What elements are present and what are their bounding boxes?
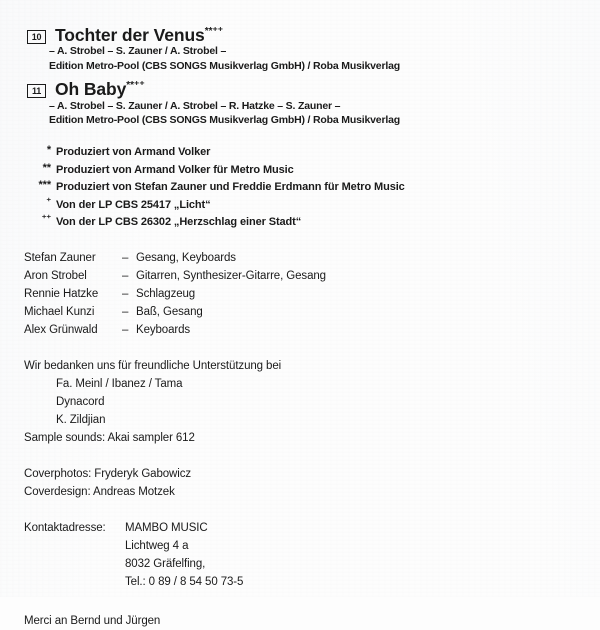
contact-label-spacer [24, 537, 125, 555]
track-entry [0, 80, 600, 128]
footnote-text: Produziert von Armand Volker [56, 146, 211, 159]
footnote-row [30, 197, 600, 214]
contact-company: MAMBO MUSIC [125, 521, 208, 534]
thanks-item: Fa. Meinl / Ibanez / Tama [56, 377, 183, 390]
footnote-row [30, 144, 600, 161]
footnote-text: Von der LP CBS 25417 „Licht“ [56, 198, 211, 211]
footnote-marker: ⁺⁺ [41, 212, 51, 223]
musician-name: Rennie Hatzke [24, 288, 99, 301]
coverphotos-credit: Coverphotos: Fryderyk Gabowicz [24, 467, 192, 480]
musician-row [24, 286, 600, 304]
contact-row [24, 519, 600, 537]
musicians-block [0, 250, 600, 340]
musician-name: Michael Kunzi [24, 306, 95, 319]
cover-credits-block [0, 466, 600, 502]
musician-dash: – [122, 270, 129, 283]
footnote-marker: ** [42, 161, 51, 174]
footnote-marker: ⁺ [46, 195, 51, 206]
contact-phone: Tel.: 0 89 / 8 54 50 73-5 [125, 575, 244, 588]
track-heading [0, 26, 600, 44]
thanks-intro: Wir bedanken uns für freundliche Unterstützung bei [24, 359, 282, 372]
musician-dash: – [122, 288, 129, 301]
track-title [55, 80, 145, 98]
thanks-item: Dynacord [56, 395, 105, 408]
musician-role: Baß, Gesang [136, 306, 203, 319]
musician-name: Stefan Zauner [24, 252, 96, 265]
track-publisher: Edition Metro-Pool (CBS SONGS Musikverlag GmbH) / Roba Musikverlag [49, 114, 401, 127]
contact-city: 8032 Gräfelfing, [125, 557, 206, 570]
contact-block [0, 519, 600, 592]
musician-dash: – [122, 324, 129, 336]
footnote-text: Von der LP CBS 26302 „Herzschlag einer Stadt“ [56, 215, 302, 228]
track-heading [0, 80, 600, 98]
track-composers: – A. Strobel – S. Zauner / A. Strobel – [49, 45, 227, 58]
musician-name: Alex Grünwald [24, 324, 98, 336]
closing-note: Merci an Bernd und Jürgen [24, 615, 161, 628]
contact-label-spacer [24, 573, 125, 591]
contact-label: Kontaktadresse: [24, 521, 106, 534]
thanks-item: K. Zildjian [56, 413, 106, 426]
footnote-marker: *** [38, 179, 51, 192]
footnote-row [30, 214, 600, 231]
musician-name: Aron Strobel [24, 270, 87, 283]
thanks-block [0, 358, 600, 448]
musician-row [24, 304, 600, 322]
musician-role: Gitarren, Synthesizer-Gitarre, Gesang [136, 270, 326, 283]
contact-row [24, 555, 600, 573]
musician-dash: – [122, 306, 129, 319]
sample-sounds-line: Sample sounds: Akai sampler 612 [24, 431, 195, 444]
footnote-marker: * [46, 144, 51, 157]
footnote-text: Produziert von Armand Volker für Metro Music [56, 163, 294, 176]
footnote-row [30, 162, 600, 179]
contact-street: Lichtweg 4 a [125, 539, 189, 552]
musician-role: Schlagzeug [136, 288, 196, 301]
musician-row [24, 322, 600, 340]
musician-dash: – [122, 252, 129, 265]
track-number-badge: 10 [27, 30, 46, 44]
track-title-text: Tochter der Venus [55, 25, 205, 45]
track-publisher: Edition Metro-Pool (CBS SONGS Musikverlag GmbH) / Roba Musikverlag [49, 60, 401, 73]
track-title-marks: **⁺⁺ [126, 80, 145, 92]
footnotes-block [0, 144, 600, 231]
musician-role: Keyboards [136, 324, 191, 336]
track-entry [0, 26, 600, 74]
footnote-row [30, 179, 600, 196]
track-title [55, 26, 223, 44]
track-title-marks: **⁺⁺ [204, 26, 224, 38]
track-composers: – A. Strobel – S. Zauner / A. Strobel – R. Hatzke – S. Zauner – [49, 99, 341, 112]
track-number-badge: 11 [27, 84, 46, 98]
contact-row [24, 573, 600, 591]
coverdesign-credit: Coverdesign: Andreas Motzek [24, 485, 175, 498]
track-title-text: Oh Baby [55, 79, 127, 100]
contact-label-spacer [24, 555, 125, 573]
contact-row [24, 537, 600, 555]
musician-row [24, 268, 600, 286]
tracklist [0, 0, 600, 128]
musician-row [24, 250, 600, 268]
footnote-text: Produziert von Stefan Zauner und Freddie Erdmann für Metro Music [56, 181, 405, 194]
musician-role: Gesang, Keyboards [136, 252, 236, 265]
